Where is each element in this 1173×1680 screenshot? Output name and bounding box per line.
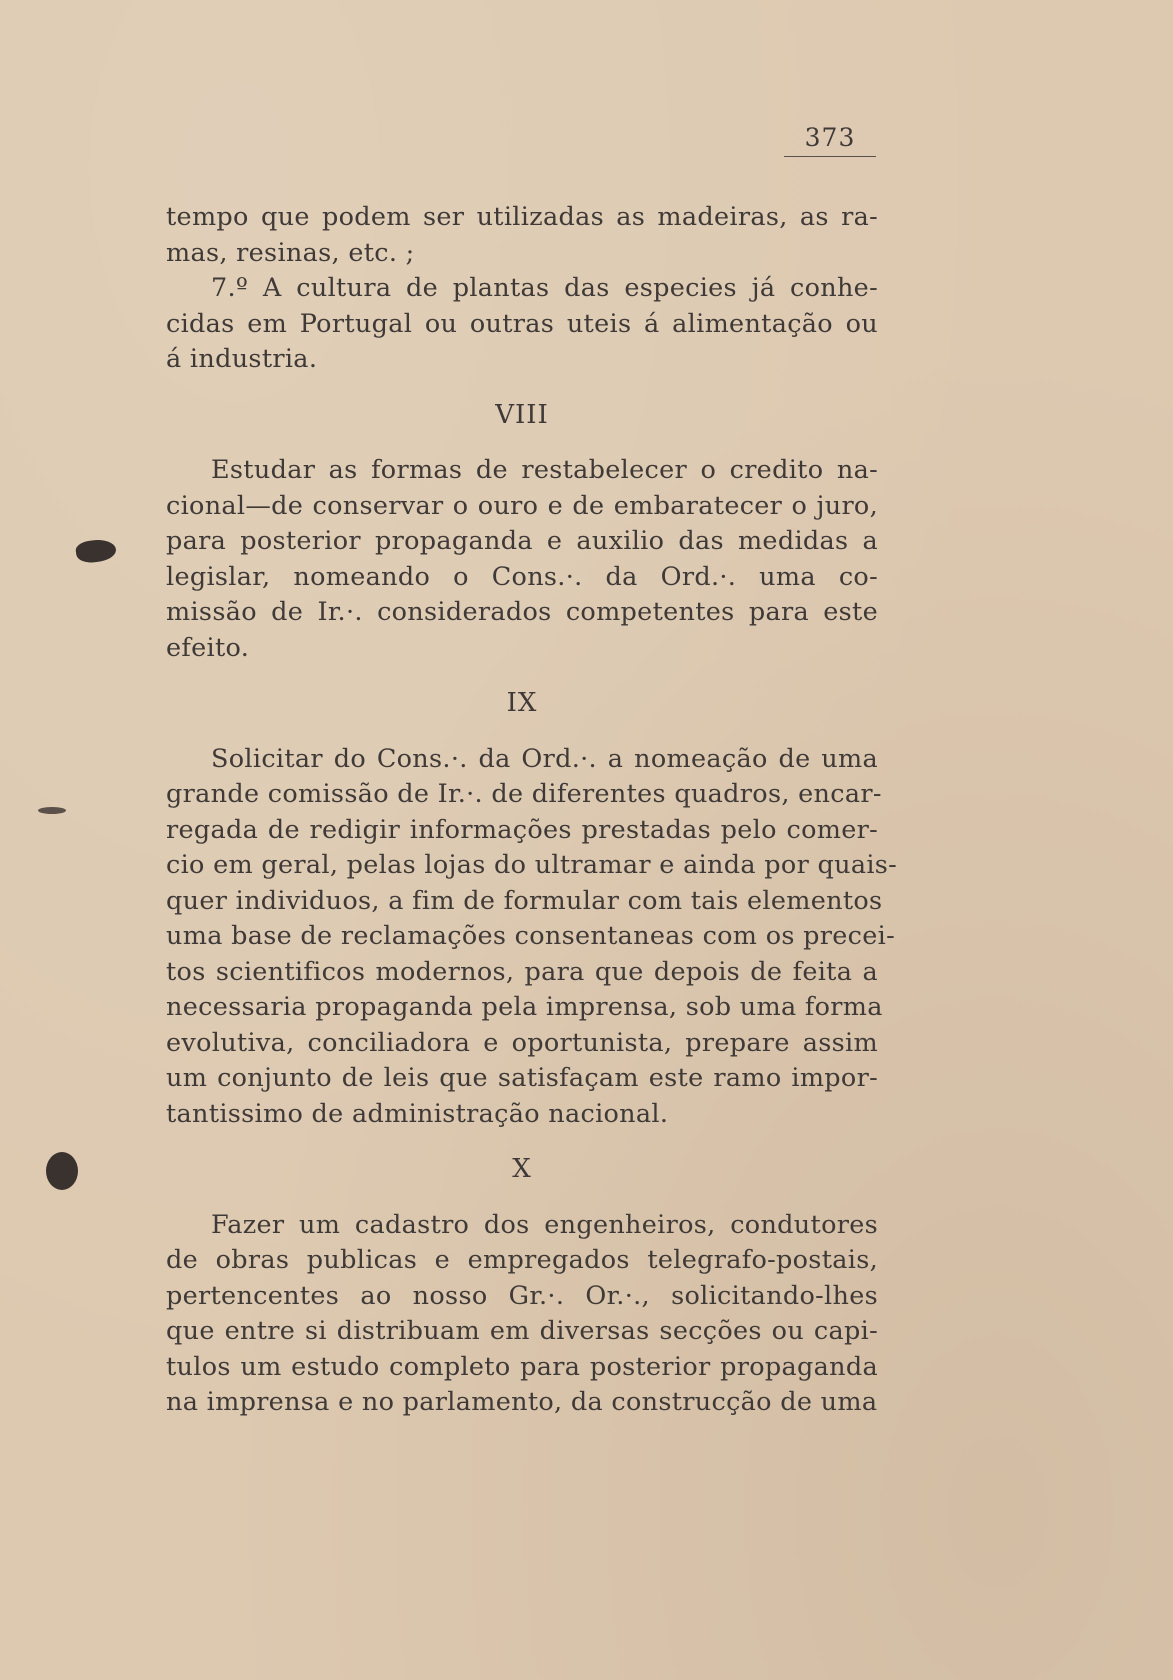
text-line: grande comissão de Ir.·. de diferentes quadros, encar-: [166, 779, 882, 809]
binding-hole-mark-bottom: [46, 1152, 78, 1190]
paragraph: [166, 742, 898, 1133]
paragraph: [166, 200, 878, 271]
text-line: de obras publicas e empregados telegrafo-postais,: [166, 1245, 878, 1275]
text-line: cio em geral, pelas lojas do ultramar e ainda por quais-: [166, 850, 898, 880]
text-line: necessaria propaganda pela imprensa, sob uma forma: [166, 992, 883, 1022]
text-line: Estudar as formas de restabelecer o credito na-: [211, 455, 878, 485]
text-line: regada de redigir informações prestadas pelo comer-: [166, 814, 878, 845]
text-line: tantissimo de administração nacional.: [166, 1098, 669, 1129]
paragraph: [166, 453, 878, 666]
text-line: na imprensa e no parlamento, da construcção de uma: [166, 1387, 878, 1417]
text-line: mas, resinas, etc. ;: [166, 237, 415, 268]
binding-hole-mark-top: [75, 537, 118, 564]
text-line: á industria.: [166, 344, 318, 374]
text-line: um conjunto de leis que satisfaçam este ramo impor-: [166, 1063, 878, 1093]
text-line: missão de Ir.·. considerados competentes para este: [166, 597, 878, 627]
section-heading: X: [512, 1154, 532, 1184]
text-line: quer individuos, a fim de formular com tais elementos: [166, 885, 883, 916]
section-heading: IX: [506, 688, 538, 718]
text-line: cidas em Portugal ou outras uteis á alimentação ou: [166, 308, 878, 339]
text-line: tos scientificos modernos, para que depois de feita a: [166, 956, 878, 987]
section-heading: VIII: [495, 399, 549, 430]
paragraph: [166, 271, 878, 378]
text-line: pertencentes ao nosso Gr.·. Or.·., solicitando-lhes: [166, 1280, 878, 1311]
page-number: 373: [784, 123, 876, 157]
text-line: que entre si distribuam em diversas secções ou capi-: [166, 1316, 878, 1346]
text-line: evolutiva, conciliadora e oportunista, prepare assim: [166, 1027, 878, 1058]
text-line: cional—de conservar o ouro e de embaratecer o juro,: [166, 490, 878, 521]
body-text: [166, 200, 898, 1421]
paragraph: [166, 1208, 878, 1421]
text-line: tempo que podem ser utilizadas as madeiras, as ra-: [166, 202, 878, 232]
binding-hole-mark-middle: [38, 807, 66, 814]
text-line: tulos um estudo completo para posterior propaganda: [166, 1351, 878, 1382]
text-line: para posterior propaganda e auxilio das medidas a: [166, 526, 878, 556]
text-line: Solicitar do Cons.·. da Ord.·. a nomeação de uma: [211, 743, 878, 774]
text-line: uma base de reclamações consentaneas com os precei-: [166, 921, 895, 951]
text-line: Fazer um cadastro dos engenheiros, condutores: [211, 1209, 878, 1240]
text-line: legislar, nomeando o Cons.·. da Ord.·. uma co-: [166, 561, 878, 592]
text-line: efeito.: [166, 632, 250, 663]
text-line: 7.º A cultura de plantas das especies já conhe-: [211, 273, 878, 303]
